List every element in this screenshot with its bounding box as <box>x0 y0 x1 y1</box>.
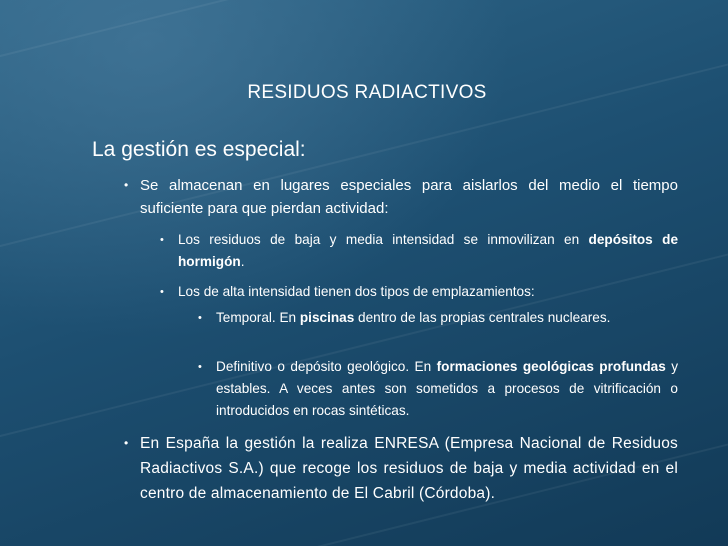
section-heading: La gestión es especial: <box>92 138 306 161</box>
bullet-text: Definitivo o depósito geológico. En formaciones geológicas profundas y estables. A veces antes son sometidos a procesos de vitrificación o introducidos en rocas sintéticas. <box>216 359 678 418</box>
bullet-icon: • <box>198 361 202 373</box>
bullet-icon: • <box>198 312 202 324</box>
bullet-temporal <box>196 307 678 329</box>
background-stripe <box>0 0 728 72</box>
emphasis: piscinas <box>299 310 355 325</box>
bullet-icon: • <box>160 286 164 298</box>
bullet-text: Los de alta intensidad tienen dos tipos de emplazamientos: <box>178 284 535 299</box>
bullet-espana <box>122 431 678 506</box>
bullet-icon: • <box>124 436 129 450</box>
bullet-icon: • <box>160 234 164 246</box>
bullet-text: En España la gestión la realiza ENRESA (Empresa Nacional de Residuos Radiactivos S.A.) que recoge los residuos de baja y media actividad en el centro de almacenamiento de El Cabril (Córdoba). <box>140 435 678 502</box>
bullet-text: Temporal. En piscinas dentro de las propias centrales nucleares. <box>216 310 611 325</box>
bullet-alta <box>158 281 678 303</box>
bullet-baja-media <box>158 229 678 273</box>
bullet-icon: • <box>124 178 129 192</box>
emphasis: depósitos de hormigón <box>178 232 678 269</box>
bullet-definitivo <box>196 356 678 422</box>
bullet-text: Los residuos de baja y media intensidad se inmovilizan en depósitos de hormigón. <box>178 232 678 269</box>
emphasis: formaciones geológicas profundas <box>436 359 666 374</box>
bullet-text: Se almacenan en lugares especiales para aislarlos del medio el tiempo suficiente para que pierdan actividad: <box>140 177 678 217</box>
slide-title: RESIDUOS RADIACTIVOS <box>247 82 487 103</box>
bullet-almacenan <box>122 174 678 220</box>
